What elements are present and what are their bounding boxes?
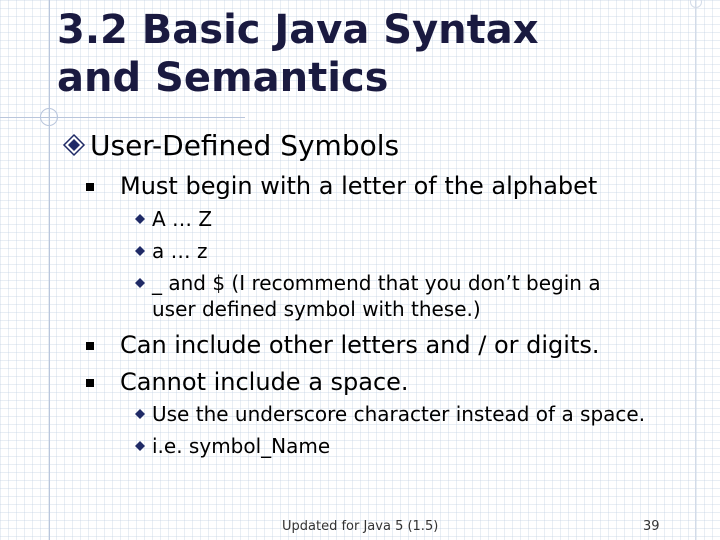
list-item-text: Must begin with a letter of the alphabet — [120, 172, 598, 200]
sub-list-item-text: A … Z — [152, 207, 213, 231]
decorative-horizontal-line — [0, 117, 245, 118]
small-diamond-bullet-icon — [135, 278, 145, 288]
square-bullet-icon — [86, 183, 94, 191]
decorative-right-line — [695, 0, 696, 540]
decorative-corner-circle — [690, 0, 702, 8]
list-item — [120, 367, 409, 397]
sub-list-item — [135, 206, 675, 232]
list-item-text: Cannot include a space. — [120, 368, 409, 396]
small-diamond-bullet-icon — [135, 409, 145, 419]
square-bullet-icon — [86, 379, 94, 387]
heading-item — [62, 129, 399, 163]
sub-list-item — [135, 401, 675, 427]
sub-list-item — [135, 238, 675, 264]
square-bullet-icon — [86, 342, 94, 350]
decorative-vertical-line — [49, 0, 50, 540]
diamond-bullet-icon — [62, 133, 86, 157]
small-diamond-bullet-icon — [135, 246, 145, 256]
sub-list-item — [135, 433, 675, 459]
small-diamond-bullet-icon — [135, 441, 145, 451]
list-item — [120, 171, 597, 201]
sub-list-item-text: _ and $ (I recommend that you don’t begin a user defined symbol with these.) — [152, 271, 601, 321]
sub-list-item-text: i.e. symbol_Name — [152, 434, 331, 458]
slide-footer: Updated for Java 5 (1.5) — [282, 519, 439, 534]
sub-list-item-text: Use the underscore character instead of a space. — [152, 402, 646, 426]
decorative-circle — [40, 108, 58, 126]
sub-list-item — [135, 270, 635, 322]
sub-list-item-text: a … z — [152, 239, 208, 263]
list-item-text: Can include other letters and / or digits. — [120, 331, 600, 359]
page-number: 39 — [643, 519, 660, 534]
slide-title: 3.2 Basic Java Syntax and Semantics — [57, 7, 539, 101]
heading-text: User-Defined Symbols — [90, 129, 400, 162]
small-diamond-bullet-icon — [135, 214, 145, 224]
list-item — [120, 330, 600, 360]
